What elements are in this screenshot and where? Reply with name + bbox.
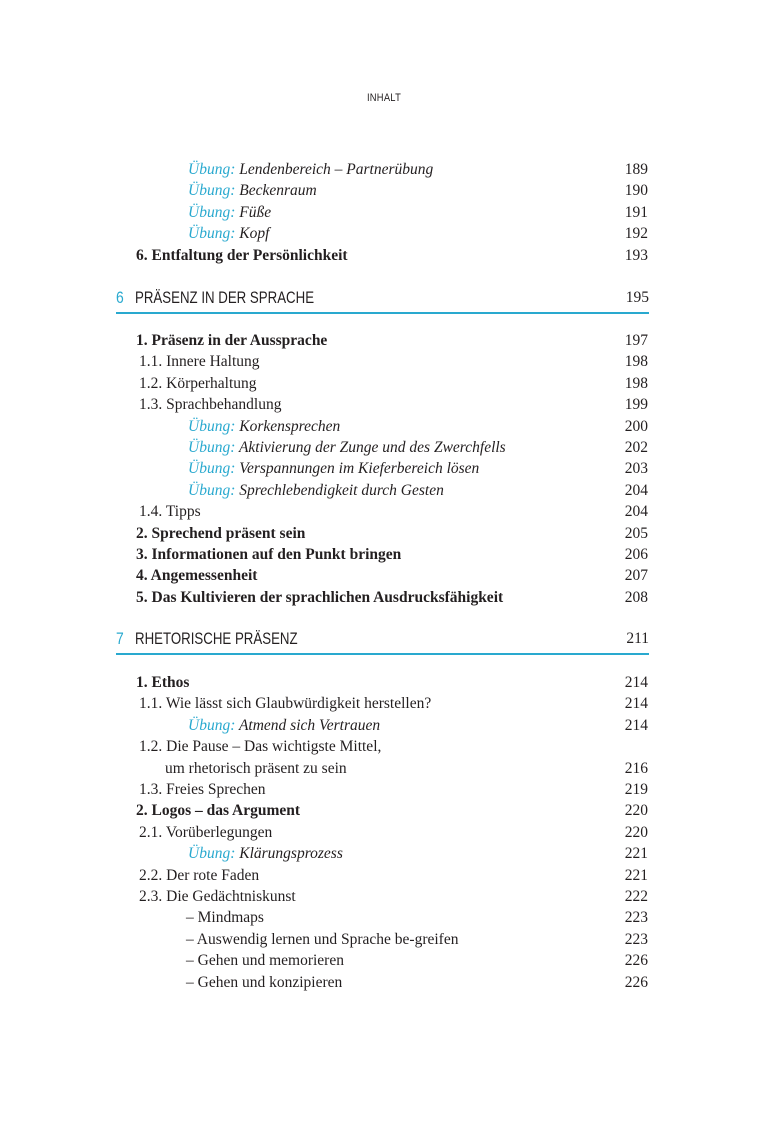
exercise-title: Korkensprechen [239,417,341,435]
page-number: 200 [624,417,648,435]
toc-entry[interactable] [0,480,768,501]
page-number: 205 [624,524,648,542]
entry-title: – Mindmaps [186,909,264,927]
exercise-label: Übung: [188,716,239,734]
toc-entry[interactable] [0,886,768,907]
page-number: 220 [624,802,648,820]
entry-title [188,416,340,437]
exercise-label: Übung: [188,203,240,221]
entry-title: 1.1. Innere Haltung [139,353,260,371]
exercise-label: Übung: [188,161,240,178]
page-number: 214 [624,695,648,713]
entry-title: um rhetorisch präsent zu sein [165,759,347,777]
toc-entry[interactable] [0,330,768,351]
toc-entry[interactable] [0,544,768,565]
page-number: 195 [625,289,649,306]
page-number: 221 [624,866,648,884]
toc-entry[interactable] [0,950,768,971]
toc-entry[interactable] [0,800,768,821]
page-number: 222 [624,888,648,905]
exercise-title: Aktivierung der Zunge und des Zwerchfells [238,439,506,456]
page-number: 197 [624,332,648,349]
entry-title: 5. Das Kultivieren der sprachlichen Ausdrucksfähigkeit [136,588,504,606]
page-number: 223 [624,930,648,948]
entry-title: 2.3. Die Gedächtniskunst [139,888,296,905]
entry-title [188,180,317,201]
toc-entry[interactable] [0,245,768,266]
toc-entry[interactable] [0,458,768,479]
page-number: 198 [624,374,648,392]
exercise-label: Übung: [188,460,240,478]
toc-entry[interactable] [0,736,768,757]
entry-title: 6. Entfaltung der Persönlichkeit [136,246,348,264]
page-number: 208 [624,588,648,606]
entry-title: 3. Informationen auf den Punkt bringen [136,546,402,563]
entry-title [188,437,506,458]
chapter-heading-7[interactable] [116,627,649,655]
chapter-title: RHETORISCHE PRÄSENZ [135,629,298,648]
toc-entry[interactable] [0,437,768,458]
page-number: 226 [624,952,648,970]
page-number: 203 [624,460,648,478]
page-number: 199 [624,396,648,414]
toc-entry[interactable] [0,501,768,522]
toc-entry[interactable] [0,822,768,843]
entry-title: – Gehen und konzipieren [186,973,343,991]
page-number: 207 [624,567,648,585]
entry-title: 1.2. Körperhaltung [139,374,257,392]
exercise-title: Lendenbereich – Partnerübung [239,161,434,178]
page-number: 202 [624,439,648,456]
entry-title: 4. Angemessenheit [136,567,258,585]
exercise-title: Beckenraum [239,182,317,200]
entry-title [188,715,380,736]
chapter-heading-6[interactable] [116,286,649,314]
exercise-title: Atmend sich Vertrauen [238,716,381,734]
toc-entry[interactable] [0,373,768,394]
page-number: 191 [624,203,648,221]
entry-title [188,480,444,501]
toc-entry[interactable] [0,394,768,415]
entry-title: 1.3. Sprachbehandlung [139,396,282,414]
entry-title [188,159,433,180]
toc-entry[interactable] [0,565,768,586]
toc-entry[interactable] [0,779,768,800]
toc-entry[interactable] [0,351,768,372]
page-number: 204 [624,503,648,521]
chapter-title: PRÄSENZ IN DER SPRACHE [135,288,315,307]
entry-title: 2. Logos – das Argument [136,802,301,820]
toc-entry[interactable] [0,416,768,437]
entry-title: 1. Präsenz in der Aussprache [136,332,328,349]
entry-title: – Auswendig lernen und Sprache be-greifen [186,930,459,948]
exercise-label: Übung: [188,481,240,499]
toc-entry[interactable] [0,693,768,714]
toc-entry[interactable] [0,972,768,993]
exercise-title: Klärungsprozess [239,845,343,863]
page-number: 192 [624,225,648,243]
exercise-label: Übung: [188,182,240,200]
toc-entry[interactable] [0,843,768,864]
entry-title [188,202,271,223]
page-number: 223 [624,909,648,927]
toc-entry[interactable] [0,202,768,223]
entry-title: 2.2. Der rote Faden [139,866,260,884]
toc-entry[interactable] [0,929,768,950]
page-number: 220 [624,823,648,841]
page-number: 204 [624,481,648,499]
page-number: 198 [624,353,648,371]
entry-title: 2. Sprechend präsent sein [136,524,306,542]
exercise-title: Sprechlebendigkeit durch Gesten [239,481,444,499]
toc-entry[interactable] [0,758,768,779]
page-number: 189 [624,161,648,178]
entry-title: 1.1. Wie lässt sich Glaubwürdigkeit herstellen? [139,695,432,713]
page-number: 190 [624,182,648,200]
entry-title [188,223,269,244]
entry-title: 1.4. Tipps [139,503,201,521]
exercise-title: Verspannungen im Kieferbereich lösen [239,460,480,478]
toc-entry[interactable] [0,715,768,736]
page-number: 214 [624,716,648,734]
page-number: 219 [624,781,648,798]
exercise-label: Übung: [188,439,239,456]
entry-title [188,843,343,864]
toc-entry[interactable] [0,865,768,886]
entry-title [188,458,479,479]
toc-entry[interactable] [0,907,768,928]
toc-entry[interactable] [0,159,768,180]
entry-title: 1.2. Die Pause – Das wichtigste Mittel, [139,738,382,756]
toc-entry[interactable] [0,180,768,201]
page-number: 206 [624,546,648,563]
running-head: INHALT [366,92,402,104]
entry-title: – Gehen und memorieren [186,952,344,970]
exercise-label: Übung: [188,845,240,863]
exercise-title: Füße [239,203,272,221]
page-number: 226 [624,973,648,991]
toc-entry[interactable] [0,587,768,608]
page-number: 211 [626,630,649,647]
exercise-label: Übung: [188,225,240,243]
toc-entry[interactable] [0,672,768,693]
chapter-number: 7 [116,629,124,648]
toc-entry[interactable] [0,523,768,544]
chapter-number: 6 [116,288,124,307]
entry-title: 2.1. Vorüberlegungen [139,823,273,841]
entry-title: 1.3. Freies Sprechen [139,781,266,798]
exercise-label: Übung: [188,417,240,435]
page-number: 221 [624,845,648,863]
exercise-title: Kopf [239,225,270,243]
page-number: 193 [624,246,648,264]
entry-title: 1. Ethos [136,674,190,691]
page-number: 214 [624,674,648,691]
toc-entry[interactable] [0,223,768,244]
page-number: 216 [624,759,648,777]
